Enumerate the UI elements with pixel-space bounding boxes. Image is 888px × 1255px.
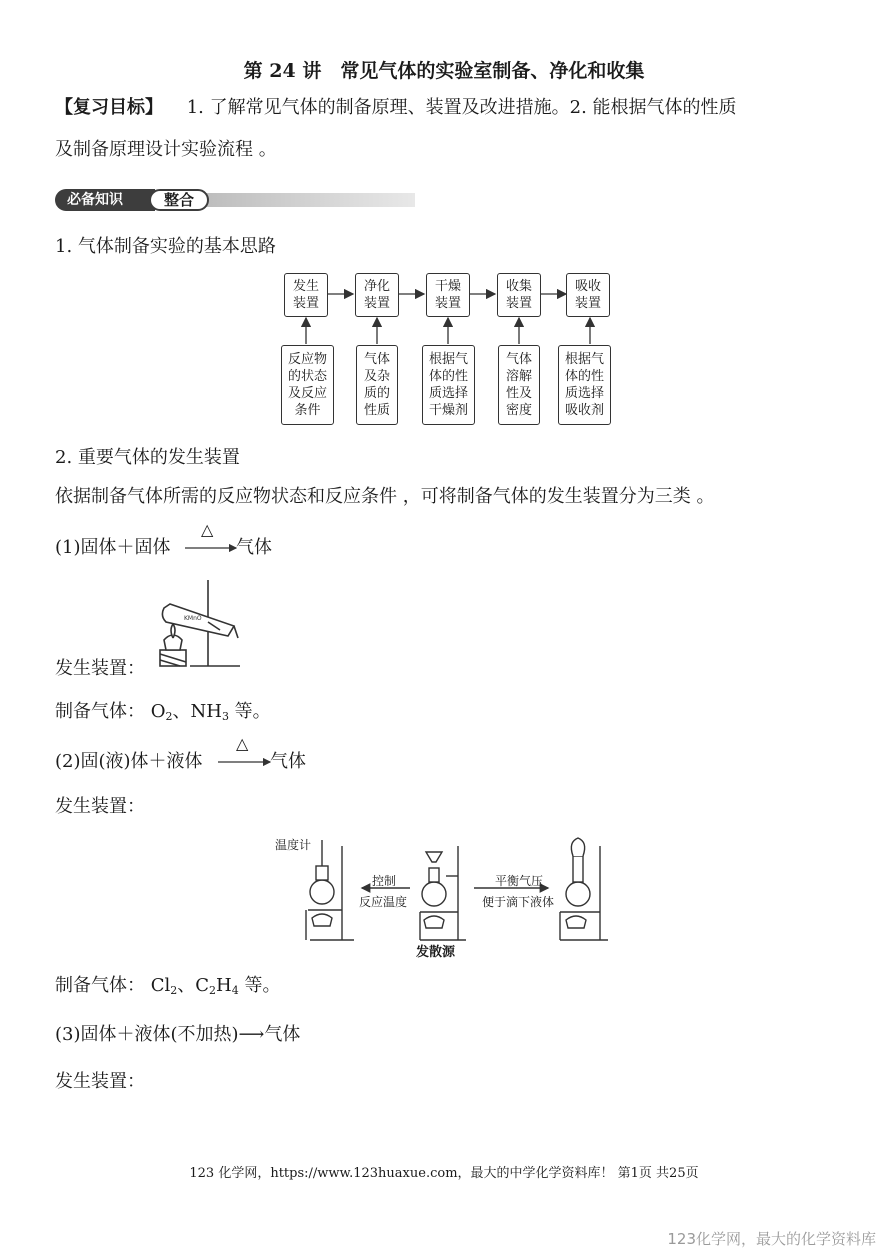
case-3-equation [55, 1023, 300, 1047]
case-2-lhs: (2)固(液)体＋液体 [55, 751, 203, 772]
apparatus-thermometer [306, 840, 354, 940]
case-1-gases-label: 制备气体： [55, 701, 145, 722]
case-2-gases-label: 制备气体： [55, 975, 145, 996]
flow-note-solubility: 气体 溶解 性及 密度 [498, 345, 540, 425]
badge-dark-label: 必备知识 [55, 189, 155, 211]
flow-box-generate: 发生 装置 [284, 273, 328, 317]
case-2-gases: 制备气体： $Cl_2$、$C_2H_4$ 等。 [55, 975, 281, 997]
section-1-heading: 1. 气体制备实验的基本思路 [55, 236, 276, 257]
gas-nh3: $NH_3$ [190, 701, 229, 723]
case-2-condition: △ [236, 734, 249, 753]
page-title: 第 24 讲 常见气体的实验室制备、净化和收集 [243, 60, 645, 82]
heating-tube-apparatus [150, 578, 250, 673]
watermark: 123化学网，最大的化学资料库 [667, 1230, 876, 1248]
left-arrow-bottom-label: 反应温度 [359, 895, 408, 909]
flow-box-absorb: 吸收 装置 [566, 273, 610, 317]
thermometer-label: 温度计 [275, 838, 312, 852]
case-3-lhs: (3)固体＋液体(不加热) [55, 1024, 239, 1045]
flow-note-absorbent: 根据气 体的性 质选择 吸收剂 [558, 345, 611, 425]
section-2-intro: 依据制备气体所需的反应物状态和反应条件 ，可将制备气体的发生装置分为三类 。 [55, 486, 715, 507]
right-arrow-top-label: 平衡气压 [495, 874, 544, 888]
page-footer: 123 化学网，https://www.123huaxue.com，最大的中学化学资料库！ 第1页 共25页 [189, 1166, 699, 1181]
case-2-equation [55, 750, 306, 774]
case-2-rhs: 气体 [270, 751, 307, 772]
case-1-gases: 制备气体： $O_2$、$NH_3$ 等。 [55, 701, 271, 723]
badge-light-label: 整合 [149, 189, 209, 211]
center-caption: 发散源 [416, 945, 456, 960]
left-arrow-top-label: 控制 [372, 874, 397, 888]
case-1-lhs: (1)固体＋固体 [55, 537, 171, 558]
review-label: 【复习目标】 [55, 97, 163, 118]
review-line-1: 1. 了解常见气体的制备原理、装置及改进措施。2. 能根据气体的性质 [186, 97, 737, 118]
case-3-rhs: 气体 [264, 1024, 301, 1045]
apparatus-center [420, 846, 466, 940]
case-1-rhs: 气体 [235, 537, 272, 558]
section-2-heading: 2. 重要气体的发生装置 [55, 447, 240, 468]
apparatus-pressure-balance [560, 838, 608, 940]
case-3-device-label: 发生装置： [55, 1071, 145, 1092]
case-3-arrow: ⟶ [238, 1024, 265, 1045]
flow-box-collect: 收集 装置 [497, 273, 541, 317]
review-line-2: 及制备原理设计实验流程 。 [55, 139, 277, 160]
svg-text:KMnO: KMnO [184, 615, 202, 622]
flow-box-purify: 净化 装置 [355, 273, 399, 317]
gas-cl2: $Cl_2$ [150, 975, 178, 997]
flow-note-drying-agent: 根据气 体的性 质选择 干燥剂 [422, 345, 475, 425]
case-1-device-label: 发生装置： [55, 658, 145, 679]
case-1-condition: △ [201, 520, 214, 539]
case-2-device-label: 发生装置： [55, 796, 145, 817]
flow-note-reactants: 反应物 的状态 及反应 条件 [281, 345, 334, 425]
flow-box-dry: 干燥 装置 [426, 273, 470, 317]
right-arrow-bottom-label: 便于滴下液体 [482, 895, 555, 909]
gas-c2h4: $C_2H_4$ [195, 975, 239, 997]
gas-o2: $O_2$ [150, 701, 173, 723]
flow-note-impurities: 气体 及杂 质的 性质 [356, 345, 398, 425]
